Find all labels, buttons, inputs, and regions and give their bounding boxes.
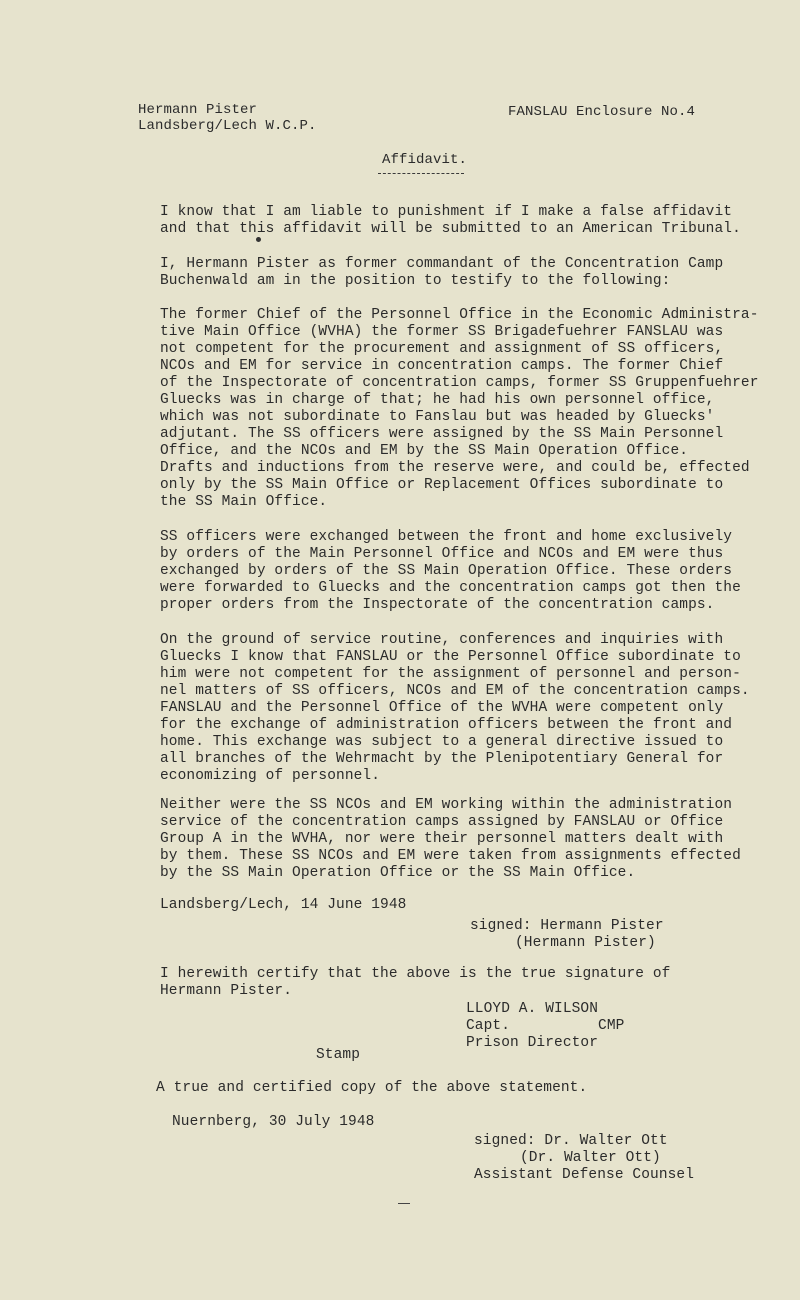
document-title: Affidavit. (382, 152, 468, 168)
paragraph-line: adjutant. The SS officers were assigned by the SS Main Personnel (160, 426, 724, 442)
date-place-2: Nuernberg, 30 July 1948 (172, 1114, 375, 1130)
bottom-mark (398, 1203, 410, 1204)
paragraph-line: SS officers were exchanged between the front and home exclusively (160, 529, 733, 545)
ott-title: Assistant Defense Counsel (474, 1167, 695, 1183)
paragraph-line: were forwarded to Gluecks and the concentration camps got then the (160, 580, 741, 596)
paragraph-line: and that this affidavit will be submitted to an American Tribunal. (160, 221, 741, 237)
paragraph-line: Gluecks I know that FANSLAU or the Personnel Office subordinate to (160, 649, 741, 665)
paragraph-line: The former Chief of the Personnel Office in the Economic Administra- (160, 307, 759, 323)
certifier-name: LLOYD A. WILSON (466, 1001, 599, 1017)
enclosure-label: FANSLAU Enclosure No.4 (508, 104, 696, 120)
paragraph-line: him were not competent for the assignment of personnel and person- (160, 666, 741, 682)
paragraph-line: tive Main Office (WVHA) the former SS Brigadefuehrer FANSLAU was (160, 324, 724, 340)
paragraph-line: by them. These SS NCOs and EM were taken from assignments effected (160, 848, 741, 864)
paragraph-line: I know that I am liable to punishment if I make a false affidavit (160, 204, 733, 220)
paragraph-line: all branches of the Wehrmacht by the Plenipotentiary General for (160, 751, 724, 767)
paragraph-line: Neither were the SS NCOs and EM working within the administration (160, 797, 733, 813)
paragraph-line: which was not subordinate to Fanslau but was headed by Gluecks' (160, 409, 715, 425)
paragraph-line: Group A in the WVHA, nor were their personnel matters dealt with (160, 831, 724, 847)
paragraph-line: Drafts and inductions from the reserve were, and could be, effected (160, 460, 750, 476)
printed-name-pister: (Hermann Pister) (515, 935, 656, 951)
certification-line: I herewith certify that the above is the true signature of (160, 966, 671, 982)
paragraph-line: On the ground of service routine, conferences and inquiries with (160, 632, 724, 648)
ink-dot (256, 237, 261, 242)
signed-pister: signed: Hermann Pister (470, 918, 664, 934)
paragraph-line: proper orders from the Inspectorate of the concentration camps. (160, 597, 715, 613)
paragraph-line: for the exchange of administration officers between the front and (160, 717, 733, 733)
copy-statement: A true and certified copy of the above statement. (156, 1080, 588, 1096)
paragraph-line: of the Inspectorate of concentration camps, former SS Gruppenfuehrer (160, 375, 759, 391)
certifier-title: Prison Director (466, 1035, 599, 1051)
date-place-1: Landsberg/Lech, 14 June 1948 (160, 897, 407, 913)
certifier-rank: Capt. CMP (466, 1018, 625, 1034)
header-place: Landsberg/Lech W.C.P. (138, 118, 317, 134)
printed-name-ott: (Dr. Walter Ott) (520, 1150, 661, 1166)
paragraph-line: FANSLAU and the Personnel Office of the WVHA were competent only (160, 700, 724, 716)
title-underline (378, 173, 464, 174)
paragraph-line: not competent for the procurement and assignment of SS officers, (160, 341, 724, 357)
certification-line: Hermann Pister. (160, 983, 293, 999)
stamp-label: Stamp (316, 1047, 361, 1063)
paragraph-line: home. This exchange was subject to a general directive issued to (160, 734, 724, 750)
paragraph-line: exchanged by orders of the SS Main Operation Office. These orders (160, 563, 733, 579)
paragraph-line: Buchenwald am in the position to testify to the following: (160, 273, 671, 289)
paragraph-line: economizing of personnel. (160, 768, 381, 784)
paragraph-line: service of the concentration camps assigned by FANSLAU or Office (160, 814, 724, 830)
paragraph-line: only by the SS Main Office or Replacement Offices subordinate to (160, 477, 724, 493)
paragraph-line: the SS Main Office. (160, 494, 328, 510)
paragraph-line: Office, and the NCOs and EM by the SS Main Operation Office. (160, 443, 689, 459)
signed-ott: signed: Dr. Walter Ott (474, 1133, 668, 1149)
paragraph-line: nel matters of SS officers, NCOs and EM of the concentration camps. (160, 683, 750, 699)
paragraph-line: I, Hermann Pister as former commandant of the Concentration Camp (160, 256, 724, 272)
paragraph-line: by orders of the Main Personnel Office and NCOs and EM were thus (160, 546, 724, 562)
paragraph-line: NCOs and EM for service in concentration camps. The former Chief (160, 358, 724, 374)
paragraph-line: by the SS Main Operation Office or the SS Main Office. (160, 865, 636, 881)
paragraph-line: Gluecks was in charge of that; he had his own personnel office, (160, 392, 715, 408)
header-name: Hermann Pister (138, 102, 258, 118)
